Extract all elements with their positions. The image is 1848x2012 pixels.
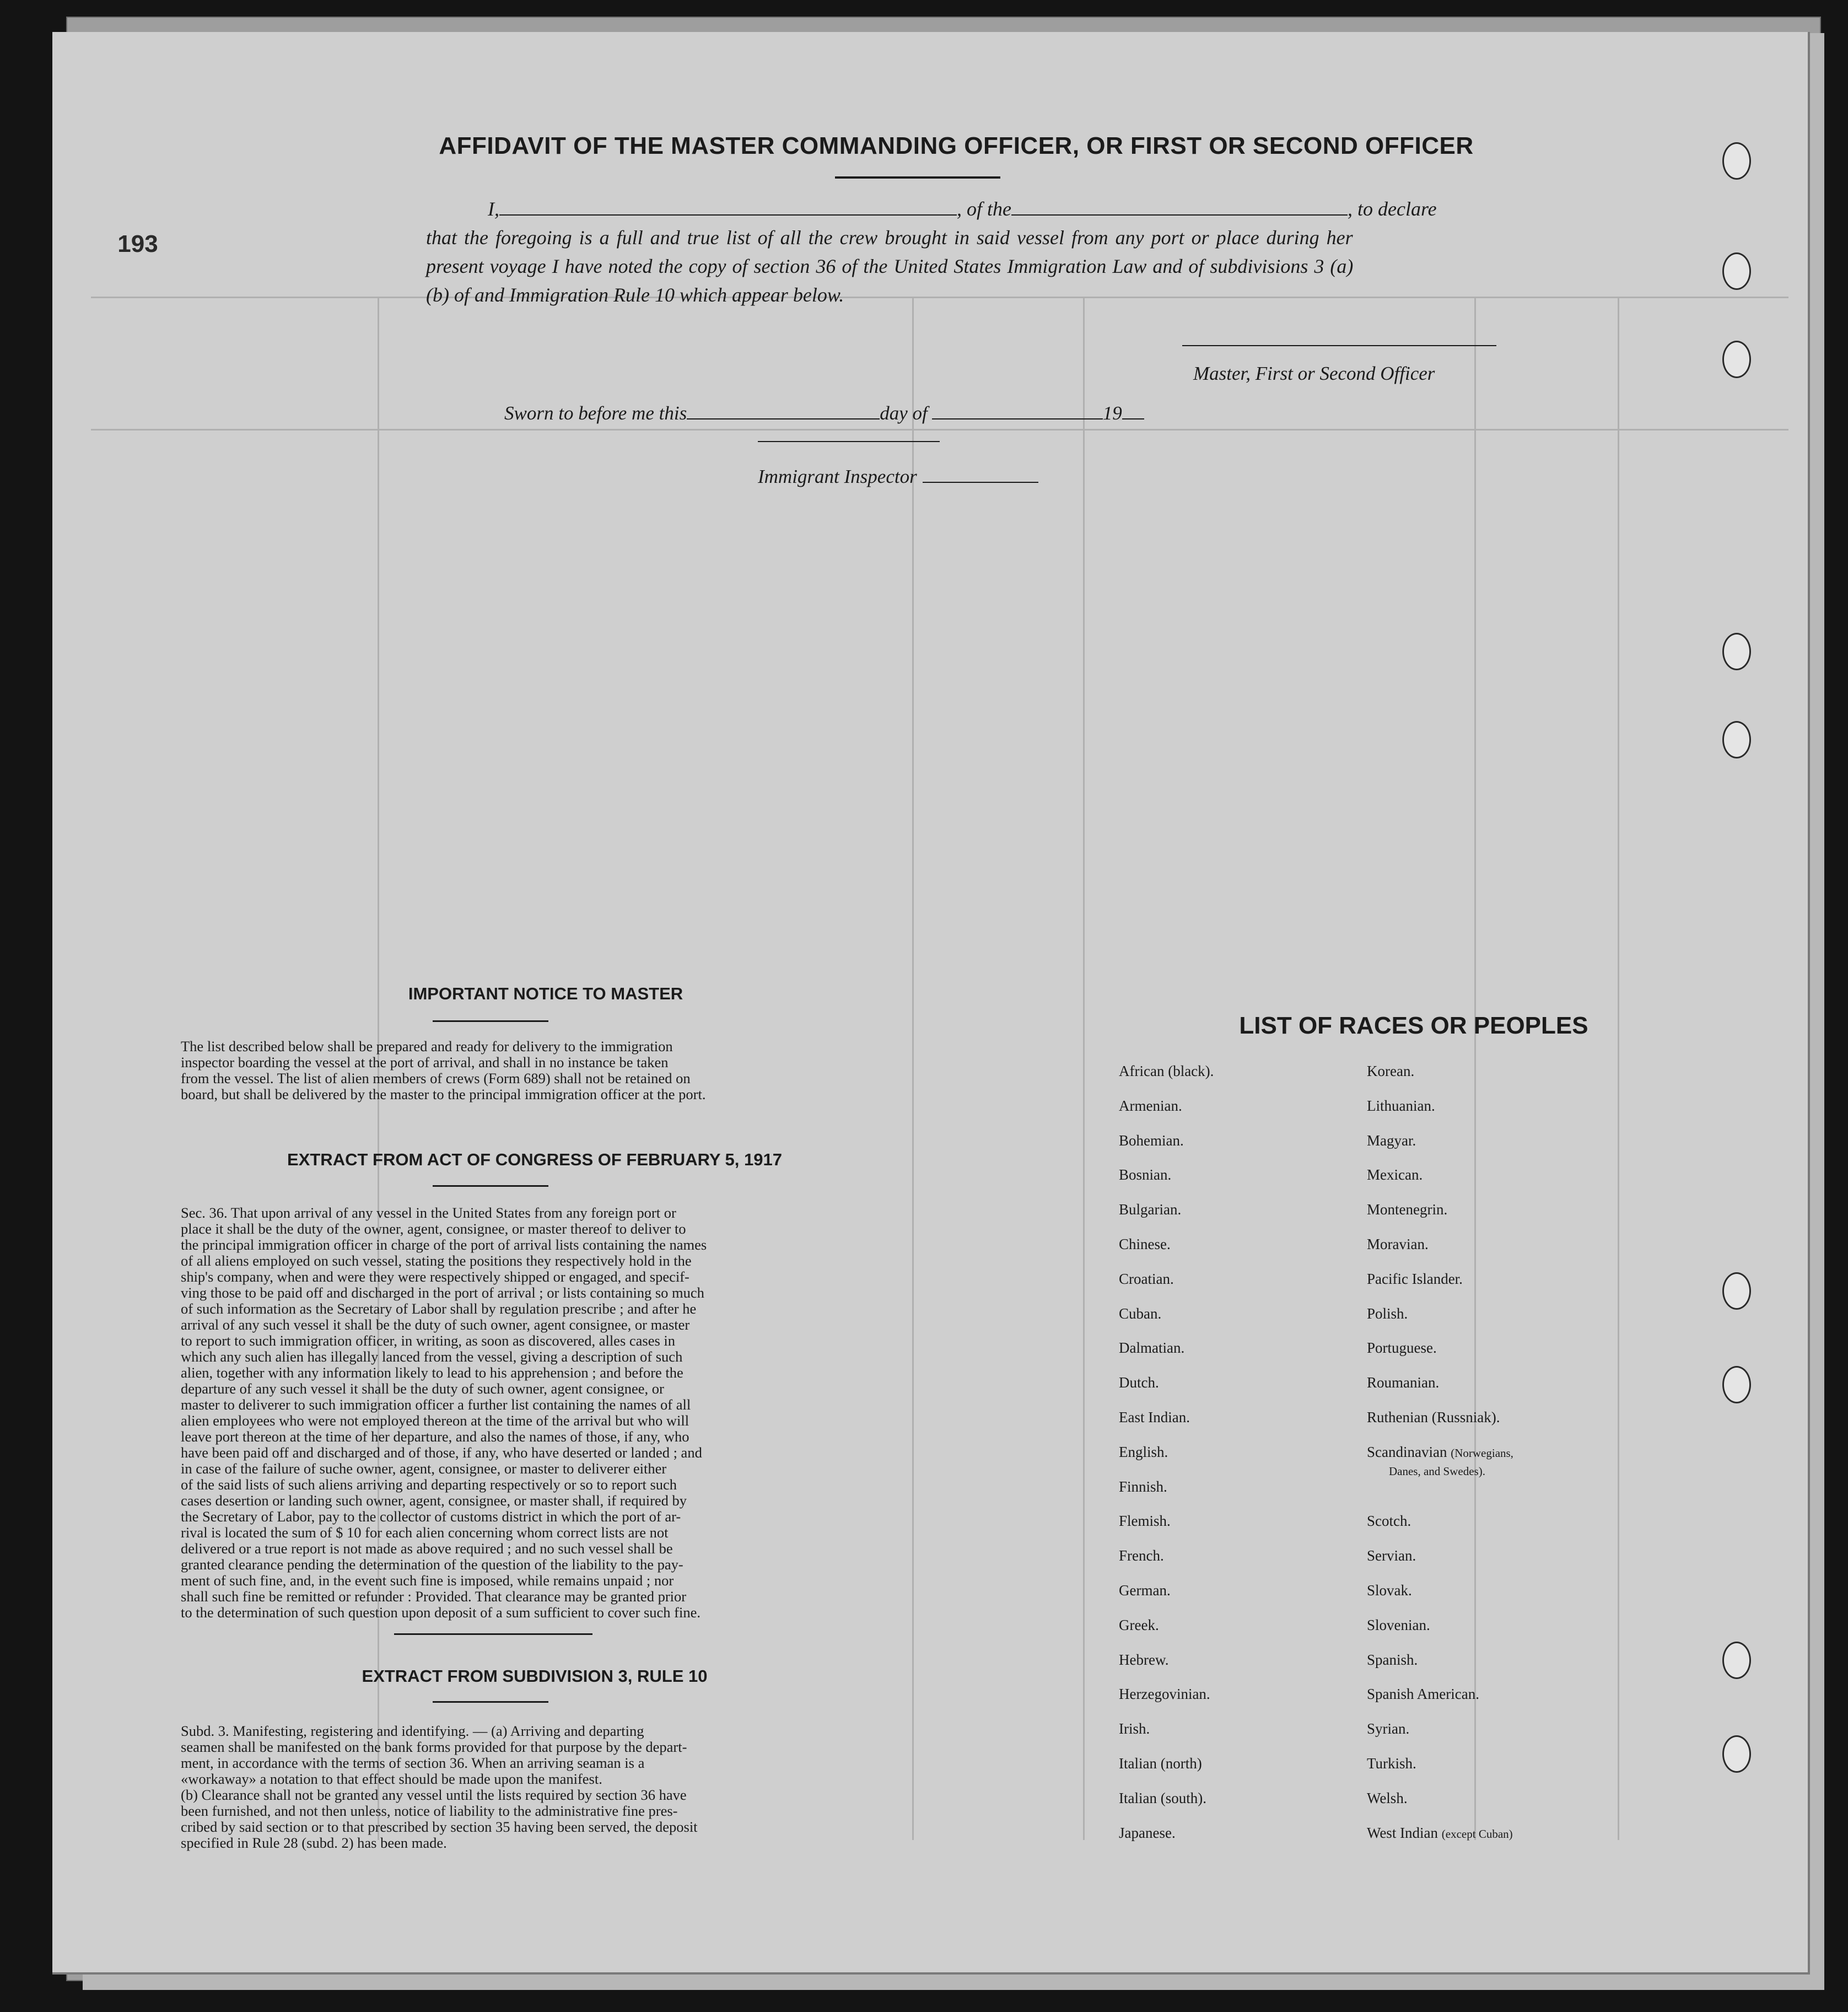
- race-item: Turkish.: [1367, 1755, 1416, 1772]
- race-item: Dalmatian.: [1119, 1339, 1185, 1357]
- race-item: Syrian.: [1367, 1720, 1410, 1737]
- sworn-label: Sworn to before me this: [504, 402, 687, 424]
- rule-line: «workaway» a notation to that effect should be made upon the manifest.: [181, 1771, 602, 1787]
- race-item-scandinavian: [1367, 1444, 1513, 1513]
- race-item: Slovenian.: [1367, 1616, 1430, 1633]
- inspector-label: Immigrant Inspector: [758, 466, 917, 487]
- rule-line: specified in Rule 28 (subd. 2) has been made.: [181, 1835, 447, 1851]
- binder-hole-icon: [1722, 341, 1751, 378]
- notice-body: [181, 1039, 865, 1102]
- act-line: leave port thereon at the time of her departure, and also the names of those, if any, who: [181, 1428, 689, 1445]
- rule-line: ment, in accordance with the terms of section 36. When an arriving seaman is a: [181, 1755, 645, 1771]
- race-item: Mexican.: [1367, 1166, 1423, 1183]
- act-underline: [433, 1185, 548, 1187]
- rule-body: [181, 1723, 865, 1851]
- race-item: Finnish.: [1119, 1478, 1167, 1495]
- act-line: to the determination of such question upon deposit of a sum sufficient to cover such fine.: [181, 1604, 701, 1621]
- act-line: departure of any such vessel it shall be the duty of such owner, agent consignee, or: [181, 1380, 664, 1397]
- race-item: Moravian.: [1367, 1235, 1429, 1252]
- binder-hole-icon: [1722, 721, 1751, 758]
- race-item: Italian (south).: [1119, 1789, 1206, 1806]
- ghost-table-rule: [91, 429, 1788, 431]
- race-item: Italian (north): [1119, 1755, 1202, 1772]
- race-item: Portuguese.: [1367, 1339, 1437, 1357]
- races-right-column: [1367, 1063, 1513, 1859]
- races-title: LIST OF RACES OR PEOPLES: [1239, 1012, 1588, 1039]
- race-item: East Indian.: [1119, 1408, 1190, 1425]
- master-signature-line[interactable]: [1182, 345, 1496, 346]
- race-item: English.: [1119, 1443, 1168, 1460]
- act-line: Sec. 36. That upon arrival of any vessel in the United States from any foreign port or: [181, 1204, 676, 1221]
- act-line: the Secretary of Labor, pay to the collector of customs district in which the port of ar-: [181, 1508, 681, 1525]
- race-item: Croatian.: [1119, 1270, 1174, 1287]
- rule-line: been furnished, and not then unless, notice of liability to the administrative fine pres-: [181, 1803, 678, 1819]
- race-item: Bohemian.: [1119, 1132, 1184, 1149]
- race-item: Irish.: [1119, 1720, 1150, 1737]
- act-line: granted clearance pending the determination of the question of the liability to the pay-: [181, 1556, 683, 1573]
- act-line: place it shall be the duty of the owner, agent, consignee, or master thereof to deliver to: [181, 1220, 686, 1237]
- document-page: [52, 32, 1810, 1975]
- race-item: Scotch.: [1367, 1513, 1411, 1530]
- race-item: West Indian: [1367, 1824, 1438, 1841]
- act-end-rule: [394, 1633, 592, 1635]
- races-left-column: [1119, 1063, 1214, 1859]
- inspector-signature-line[interactable]: [758, 441, 940, 442]
- race-item: Ruthenian (Russniak).: [1367, 1408, 1500, 1425]
- act-line: have been paid off and discharged and of those, if any, who have deserted or landed ; and: [181, 1444, 702, 1461]
- race-item: Herzegovinian.: [1119, 1686, 1210, 1703]
- race-item: Bulgarian.: [1119, 1201, 1182, 1218]
- year-prefix: 19: [1102, 402, 1122, 424]
- act-line: rival is located the sum of $ 10 for each alien concerning whom correct lists are not: [181, 1524, 669, 1541]
- race-item: Chinese.: [1119, 1235, 1171, 1252]
- notice-title: IMPORTANT NOTICE TO MASTER: [408, 984, 683, 1003]
- rule-line: (b) Clearance shall not be granted any vessel until the lists required by section 36 have: [181, 1787, 687, 1803]
- race-item: African (black).: [1119, 1063, 1214, 1079]
- race-item: Polish.: [1367, 1305, 1408, 1322]
- vessel-fill-line[interactable]: [1011, 214, 1348, 216]
- binder-hole-icon: [1722, 1272, 1751, 1310]
- race-item: Japanese.: [1119, 1824, 1176, 1841]
- inspector-line: [758, 466, 1038, 488]
- race-item: Armenian.: [1119, 1097, 1182, 1114]
- race-item: French.: [1119, 1547, 1164, 1564]
- act-body: [181, 1205, 865, 1621]
- notice-line: The list described below shall be prepared and ready for delivery to the immigration: [181, 1038, 673, 1055]
- race-note: (Norwegians,: [1451, 1446, 1513, 1460]
- act-line: delivered or a true report is not made as above required ; and no such vessel shall be: [181, 1540, 673, 1557]
- rule-title: EXTRACT FROM SUBDIVISION 3, RULE 10: [362, 1666, 708, 1686]
- ghost-table-rule: [91, 297, 1788, 298]
- act-title: EXTRACT FROM ACT OF CONGRESS OF FEBRUARY 5, 1917: [287, 1150, 782, 1169]
- race-item: Bosnian.: [1119, 1166, 1172, 1183]
- race-item: Dutch.: [1119, 1374, 1159, 1391]
- race-item: German.: [1119, 1581, 1171, 1599]
- binder-hole-icon: [1722, 1735, 1751, 1773]
- race-item: Magyar.: [1367, 1132, 1416, 1149]
- ghost-table-col: [1083, 297, 1085, 1840]
- sworn-line: [504, 402, 1144, 424]
- race-item: Lithuanian.: [1367, 1097, 1435, 1114]
- act-line: of all aliens employed on such vessel, stating the positions they respectively hold in the: [181, 1252, 692, 1269]
- race-item: Roumanian.: [1367, 1374, 1440, 1391]
- act-line: in case of the failure of suche owner, agent, consignee, or master to deliverer either: [181, 1460, 667, 1477]
- act-line: ving those to be paid off and discharged in the port of arrival ; or lists containing so much: [181, 1284, 704, 1301]
- notice-line: inspector boarding the vessel at the port of arrival, and shall in no instance be taken: [181, 1054, 669, 1070]
- binder-hole-icon: [1722, 633, 1751, 670]
- rule-line: Subd. 3. Manifesting, registering and identifying. — (a) Arriving and departing: [181, 1723, 644, 1739]
- affidavit-to-declare: , to declare: [1347, 198, 1437, 220]
- race-item: Slovak.: [1367, 1581, 1412, 1599]
- rule-line: seamen shall be manifested on the bank forms provided for that purpose by the depart-: [181, 1739, 687, 1755]
- act-line: shall such fine be remitted or refunder : Provided. That clearance may be granted prior: [181, 1588, 687, 1605]
- race-item: Spanish.: [1367, 1651, 1418, 1668]
- affidavit-i: I,: [488, 198, 499, 220]
- act-line: of the said lists of such aliens arriving and departing respectively or so to report such: [181, 1476, 677, 1493]
- rule-line: cribed by said section or to that prescribed by section 35 having been served, the deposit: [181, 1819, 698, 1835]
- master-label: Master, First or Second Officer: [1193, 363, 1435, 384]
- act-line: ship's company, when and were they were respectively shipped or engaged, and specif-: [181, 1268, 689, 1285]
- notice-underline: [433, 1020, 548, 1022]
- month-fill-line[interactable]: [932, 418, 1103, 419]
- notice-line: board, but shall be delivered by the master to the principal immigration officer at the port.: [181, 1086, 706, 1102]
- act-line: arrival of any such vessel it shall be the duty of such owner, agent consignee, or master: [181, 1316, 690, 1333]
- affidavit-line-3: present voyage I have noted the copy of section 36 of the United States Immigration Law and of subdivisions 3 (a): [426, 255, 1354, 277]
- year-fill-line[interactable]: [1122, 418, 1144, 419]
- affidavit-line-1: [488, 197, 1437, 220]
- binder-hole-icon: [1722, 1366, 1751, 1403]
- race-item: Greek.: [1119, 1616, 1159, 1633]
- act-line: alien employees who were not employed thereon at the time of the arrival but who will: [181, 1412, 689, 1429]
- race-item: Pacific Islander.: [1367, 1270, 1463, 1287]
- act-line: of such information as the Secretary of Labor shall by regulation prescribe ; and after he: [181, 1300, 697, 1317]
- act-line: the principal immigration officer in charge of the port of arrival lists containing the names: [181, 1236, 707, 1253]
- binder-hole-icon: [1722, 252, 1751, 290]
- affidavit-line-2: that the foregoing is a full and true list of all the crew brought in said vessel from any port or place during her: [426, 227, 1353, 249]
- race-item: Cuban.: [1119, 1305, 1162, 1322]
- act-line: which any such alien has illegally lanced from the vessel, giving a description of such: [181, 1348, 683, 1365]
- act-line: cases desertion or landing such owner, agent, consignee, or master shall, if required by: [181, 1492, 687, 1509]
- race-item: Servian.: [1367, 1547, 1416, 1564]
- rule-underline: [433, 1701, 548, 1703]
- race-item-west-indian: [1367, 1825, 1513, 1859]
- race-item: Welsh.: [1367, 1789, 1408, 1806]
- race-item: Scandinavian: [1367, 1443, 1447, 1460]
- binder-hole-icon: [1722, 142, 1751, 180]
- margin-number: 193: [117, 230, 158, 257]
- affidavit-title: AFFIDAVIT OF THE MASTER COMMANDING OFFICER, OR FIRST OR SECOND OFFICER: [439, 132, 1474, 159]
- race-item: Korean.: [1367, 1063, 1415, 1079]
- notice-line: from the vessel. The list of alien members of crews (Form 689) shall not be retained on: [181, 1070, 691, 1086]
- affidavit-line-4: (b) of and Immigration Rule 10 which appear below.: [426, 284, 844, 306]
- affidavit-title-underline: [835, 176, 1000, 179]
- race-note: Danes, and Swedes).: [1389, 1464, 1485, 1478]
- ghost-table-col: [912, 297, 914, 1840]
- race-note: (except Cuban): [1441, 1827, 1513, 1841]
- race-item: Spanish American.: [1367, 1686, 1479, 1703]
- day-of-label: day of: [880, 402, 928, 424]
- act-line: alien, together with any information likely to lead to his apprehension ; and before the: [181, 1364, 683, 1381]
- inspector-fill-line[interactable]: [923, 481, 1038, 483]
- act-line: to report to such immigration officer, in writing, as soon as discovered, alles cases in: [181, 1332, 676, 1349]
- affidavit-of-the: , of the: [957, 198, 1011, 220]
- race-item: Flemish.: [1119, 1513, 1171, 1530]
- act-line: master to deliverer to such immigration officer a further list containing the names of all: [181, 1396, 691, 1413]
- name-fill-line[interactable]: [499, 214, 957, 216]
- act-line: ment of such fine, and, in the event such fine is imposed, while remains unpaid ; nor: [181, 1572, 674, 1589]
- ghost-table-col: [1618, 297, 1619, 1840]
- race-item: Montenegrin.: [1367, 1201, 1448, 1218]
- sworn-day-fill-line[interactable]: [687, 418, 880, 419]
- race-item: Hebrew.: [1119, 1651, 1169, 1668]
- binder-hole-icon: [1722, 1642, 1751, 1679]
